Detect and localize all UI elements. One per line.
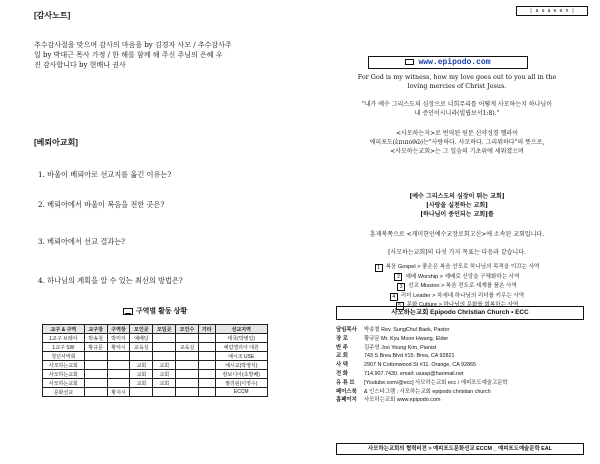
info-label: 전 화 xyxy=(336,370,348,377)
table-cell: 예림엘리아 대원 xyxy=(215,343,268,352)
denomination-line: 훈재북쪽으로 <재미한인예수교장로회고신>에 소속된 교회입니다. xyxy=(369,231,545,238)
verse-line: For God is my witness, how my love goes out to you all in the xyxy=(357,73,557,81)
table-cell: 교회 xyxy=(153,361,176,370)
verse-korean xyxy=(322,100,592,118)
table-cell xyxy=(176,379,199,388)
table-cell xyxy=(84,370,107,379)
table-cell: 사모하는교회 xyxy=(43,361,85,370)
verse-english xyxy=(322,73,592,91)
goal-text: 예배 Worship > 예배로 신앙을 구체화하는 사역 xyxy=(405,273,520,280)
goal-text: 복음 Gospel > 좋은은 복음 선포로 하나님의 목적을 이끄는 사역 xyxy=(385,264,540,270)
info-label: 사 택 xyxy=(336,362,348,369)
table-cell: 청년사역회 xyxy=(43,352,85,361)
church-name-box: 사모하는교회 Epipodo Christian Church • ECC xyxy=(336,306,584,320)
info-row xyxy=(336,352,592,361)
mail-icon xyxy=(405,59,414,65)
goal-number: 5 xyxy=(396,302,404,310)
verse-line: loving mercies of Christ Jesus. xyxy=(407,82,507,90)
table-cell xyxy=(84,388,107,397)
group-schedule-heading-text: 구역별 활동 상황 xyxy=(135,308,188,315)
column-header: 모인곳 xyxy=(130,325,153,334)
table-cell xyxy=(107,352,130,361)
info-value: 사모하는교회 www.epipodo.com xyxy=(364,397,441,404)
goal-text: 선교 Mission > 복음 전도로 세계를 품은 사역 xyxy=(408,283,517,290)
table-header-row xyxy=(43,325,268,334)
table-cell: 1교구 SW xyxy=(43,343,85,352)
table-cell xyxy=(130,388,153,397)
study-question: 4. 하나님의 계획을 알 수 있는 최선의 방법은? xyxy=(38,276,183,285)
info-value: [Youtube.com/@ecc] 사모하는교회 ecc / 예피포도예술고문학 xyxy=(364,379,508,386)
table-cell xyxy=(176,352,199,361)
table-cell xyxy=(176,370,199,379)
info-value: 743 S Brea Blvd #15. Brea, CA 92821 xyxy=(364,353,455,360)
table-cell: 캄보디아(초방베) xyxy=(215,370,268,379)
verse-line: "내가 예수 그리스도의 심장으로 너희무리를 어떻게 사모하는지 하나님이 xyxy=(362,101,552,108)
column-header: 선교지역 xyxy=(215,325,268,334)
table-cell xyxy=(84,361,107,370)
table-cell xyxy=(198,343,215,352)
column-header: 기타 xyxy=(198,325,215,334)
info-row xyxy=(336,335,592,344)
table-cell: 박송철 xyxy=(84,334,107,343)
table-cell xyxy=(107,361,130,370)
table-cell: 필리핀(이영수) xyxy=(215,379,268,388)
info-label: 페이스북 xyxy=(336,388,357,395)
table-cell: 예시조 USE xyxy=(215,352,268,361)
group-schedule-heading xyxy=(42,306,268,316)
column-header: 구역장 xyxy=(107,325,130,334)
table-cell xyxy=(198,361,215,370)
table-cell: 예배당 xyxy=(130,334,153,343)
table-cell: 교육실 xyxy=(176,343,199,352)
slogan-line: [예수 그리스도의 심장이 뛰는 교회] xyxy=(409,193,505,200)
info-row xyxy=(336,379,592,388)
table-cell: 교회 xyxy=(153,379,176,388)
info-label: 장 로 xyxy=(336,335,348,342)
thanks-line: 일 by 박대근 목사 가정 / 한 해를 함께 해 주신 주님의 은혜 우 xyxy=(34,51,223,59)
study-question: 3. 베뢰아에서 선교 결과는? xyxy=(38,237,125,246)
goal-item xyxy=(322,292,592,302)
table-cell xyxy=(153,388,176,397)
info-row xyxy=(336,396,592,405)
study-question: 1. 바울이 베뢰아로 선교지를 옮긴 이유는? xyxy=(38,170,172,179)
table-cell: 1교구 브레아 xyxy=(43,334,85,343)
info-row xyxy=(336,344,592,353)
goal-item xyxy=(322,282,592,292)
column-header: 교구 & 구역 xyxy=(43,325,85,334)
goal-number: 1 xyxy=(375,264,383,272)
info-row xyxy=(336,361,592,370)
info-row xyxy=(336,388,592,397)
study-question: 2. 베뢰아에서 바울이 복음을 전한 곳은? xyxy=(38,200,165,209)
info-label: 홈페이지 xyxy=(336,397,357,404)
table-cell: 교회 xyxy=(153,370,176,379)
goal-text: 리더 Leader > 차세대 하나님의 리더를 키우는 사역 xyxy=(400,292,525,299)
table-cell: 사모하는교회 xyxy=(43,370,85,379)
info-label: 교 회 xyxy=(336,353,348,360)
table-cell: 교육실 xyxy=(130,343,153,352)
info-value: 황규문 Mr. Kyu Moon Hwang, Elder xyxy=(364,335,449,342)
thanks-note-title: [감사노트] xyxy=(34,11,71,20)
goal-number: 3 xyxy=(397,283,405,291)
group-schedule-body xyxy=(43,334,268,397)
table-cell: 교회 xyxy=(130,361,153,370)
verse-line: 내 증인이시니라(빌립보서1:8)." xyxy=(414,110,500,117)
vision-footer: 사모하는교회의 협력비전 > 예피포도문화선교 ECCM _ 예피포도예술문학 EAL xyxy=(336,443,584,455)
goal-text: 문화 Culture > 하나님의 문화를 회복하는 사역 xyxy=(406,302,519,309)
info-value: 김주영 Joo Young Kim, Pianist xyxy=(364,344,437,351)
slogan-line: [사랑을 실천하는 교회] xyxy=(425,202,489,209)
slogan-line: [하나님이 중인되는 교회]를 xyxy=(420,211,494,218)
table-cell xyxy=(198,370,215,379)
column-header: 모임곳 xyxy=(153,325,176,334)
table-cell xyxy=(176,361,199,370)
page-tag: | a u a e e n | xyxy=(516,6,588,16)
name-definition xyxy=(322,129,592,156)
goal-number: 4 xyxy=(390,293,398,301)
thanks-line: 추수감사절을 맞으며 감사의 마음을 by 김경자 사모 / 추수감사주 xyxy=(34,41,232,49)
table-cell xyxy=(198,388,215,397)
table-cell: 박미자 xyxy=(107,334,130,343)
info-row xyxy=(336,326,592,335)
table-cell xyxy=(107,370,130,379)
table-cell: 예시교(박영식) xyxy=(215,361,268,370)
info-label: 반 주 xyxy=(336,344,348,351)
website-link[interactable]: www.epipodo.com xyxy=(418,58,491,67)
info-value: 박송철 Rev. SungChul Baek, Pastor xyxy=(364,327,450,333)
table-cell xyxy=(84,352,107,361)
table-cell: 사모하는교회 xyxy=(43,379,85,388)
church-info xyxy=(336,326,592,405)
website-banner[interactable] xyxy=(368,56,528,69)
table-cell xyxy=(153,334,176,343)
table-cell: 황지시 xyxy=(107,388,130,397)
definition-line: <사모하는지>로 번역된 원문 신약성경 헬라어 xyxy=(395,130,518,137)
table-row xyxy=(43,343,268,352)
table-cell xyxy=(107,379,130,388)
group-schedule xyxy=(42,306,268,446)
goal-item xyxy=(322,273,592,283)
info-label: 담임목사 xyxy=(336,327,357,333)
table-cell xyxy=(176,388,199,397)
table-row xyxy=(43,388,268,397)
goals-list xyxy=(322,263,592,311)
bible-study-title: [베뢰아교회] xyxy=(34,138,78,147)
table-cell: 교회 xyxy=(130,370,153,379)
goal-item xyxy=(322,263,592,273)
definition-line: <사모하는교회>는 그 일슴의 기초위에 세워졌으며 xyxy=(390,148,524,155)
column-header: 교구장 xyxy=(84,325,107,334)
church-slogans xyxy=(322,192,592,219)
table-cell: 태국(박병일) xyxy=(215,334,268,343)
info-value: 714.907.7430. email: usasp@hanmail.net xyxy=(364,370,464,377)
info-row xyxy=(336,370,592,379)
info-value: 2907 N Cottonwood St #11. Orange, CA 92865 xyxy=(364,362,476,369)
table-row xyxy=(43,361,268,370)
goals-intro: [사모하는교회]의 다섯 가지 목표는 다음과 같습니다. xyxy=(388,249,526,256)
table-row xyxy=(43,379,268,388)
table-cell xyxy=(84,379,107,388)
column-header: 모인수 xyxy=(176,325,199,334)
table-cell xyxy=(198,334,215,343)
table-cell xyxy=(198,352,215,361)
table-cell: 문화선교 xyxy=(43,388,85,397)
table-cell: 황규문 xyxy=(84,343,107,352)
definition-line: 에피포도(ἐπιποθῶ)는"사랑하다. 사모하다. 그리워하다"의 뜻으로, xyxy=(369,139,545,146)
table-row xyxy=(43,352,268,361)
table-cell: 황익시 xyxy=(107,343,130,352)
group-schedule-table xyxy=(42,324,268,397)
table-cell xyxy=(153,343,176,352)
thanks-line: 진 감사합니다 by 현배나 권사 xyxy=(34,61,126,69)
info-value: & 인스타그램 : 사모하는교회 epipodo christian church xyxy=(364,388,491,395)
thanks-note-body xyxy=(34,40,286,70)
table-cell xyxy=(176,334,199,343)
table-cell xyxy=(130,352,153,361)
table-cell: 교회 xyxy=(130,379,153,388)
mail-icon xyxy=(123,308,133,315)
table-row xyxy=(43,334,268,343)
info-label: 유 튜 브 xyxy=(336,379,355,386)
goal-number: 2 xyxy=(394,273,402,281)
table-cell xyxy=(153,352,176,361)
table-row xyxy=(43,370,268,379)
table-cell: ECCM xyxy=(215,388,268,397)
table-cell xyxy=(198,379,215,388)
